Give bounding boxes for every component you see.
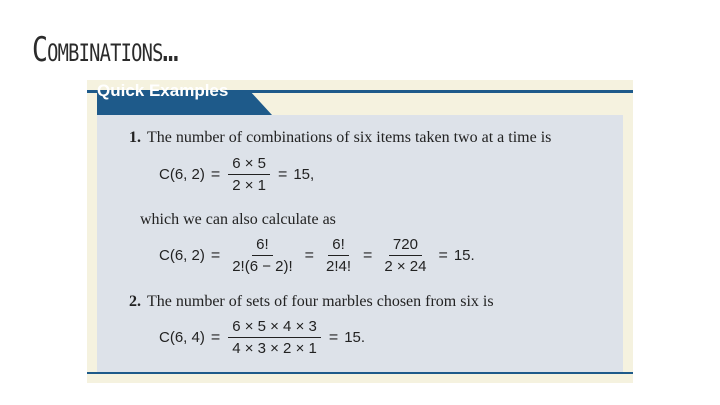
panel-header: Quick Examples	[97, 81, 229, 100]
numerator: 6!	[252, 236, 273, 256]
equals-sign: =	[304, 246, 314, 264]
fraction	[228, 318, 321, 357]
equals-sign: =	[277, 165, 288, 183]
equation-2	[159, 236, 475, 275]
middle-text: which we can also calculate as	[140, 211, 336, 228]
equals-sign: =	[328, 328, 339, 346]
bottom-rule	[87, 372, 633, 374]
equation-result: 15,	[293, 166, 315, 183]
fraction	[228, 155, 270, 194]
example-text: The number of sets of four marbles chosen from six is	[147, 293, 494, 310]
denominator: 2!4!	[325, 258, 352, 275]
denominator: 4 × 3 × 2 × 1	[232, 340, 317, 357]
equation-result: 15.	[344, 329, 366, 346]
equation-1	[159, 155, 314, 194]
denominator: 2!(6 − 2)!	[232, 258, 293, 275]
equation-lhs: C(6, 4)	[159, 329, 205, 346]
denominator: 2 × 24	[384, 258, 427, 275]
numerator: 6 × 5 × 4 × 3	[228, 318, 321, 338]
numerator: 6 × 5	[228, 155, 270, 175]
numerator: 720	[389, 236, 422, 256]
equals-sign: =	[210, 328, 221, 346]
equation-lhs: C(6, 2)	[159, 166, 205, 183]
slide-title: Combinations…	[32, 30, 178, 70]
equals-sign: =	[210, 246, 221, 264]
example-number: 1.	[129, 129, 141, 146]
fraction	[322, 236, 355, 275]
equals-sign: =	[363, 246, 373, 264]
examples-content	[97, 115, 623, 372]
fraction	[380, 236, 430, 275]
equals-sign: =	[210, 165, 221, 183]
example-1	[129, 129, 551, 147]
equation-result: 15.	[453, 247, 475, 264]
example-text: The number of combinations of six items taken two at a time is	[147, 129, 552, 146]
example-2	[129, 293, 494, 311]
equals-sign: =	[438, 246, 448, 264]
equation-lhs: C(6, 2)	[159, 247, 205, 264]
example-number: 2.	[129, 293, 141, 310]
quick-examples-panel	[87, 80, 633, 383]
equation-3	[159, 318, 365, 357]
numerator: 6!	[328, 236, 349, 256]
denominator: 2 × 1	[232, 177, 266, 194]
fraction	[228, 236, 296, 275]
